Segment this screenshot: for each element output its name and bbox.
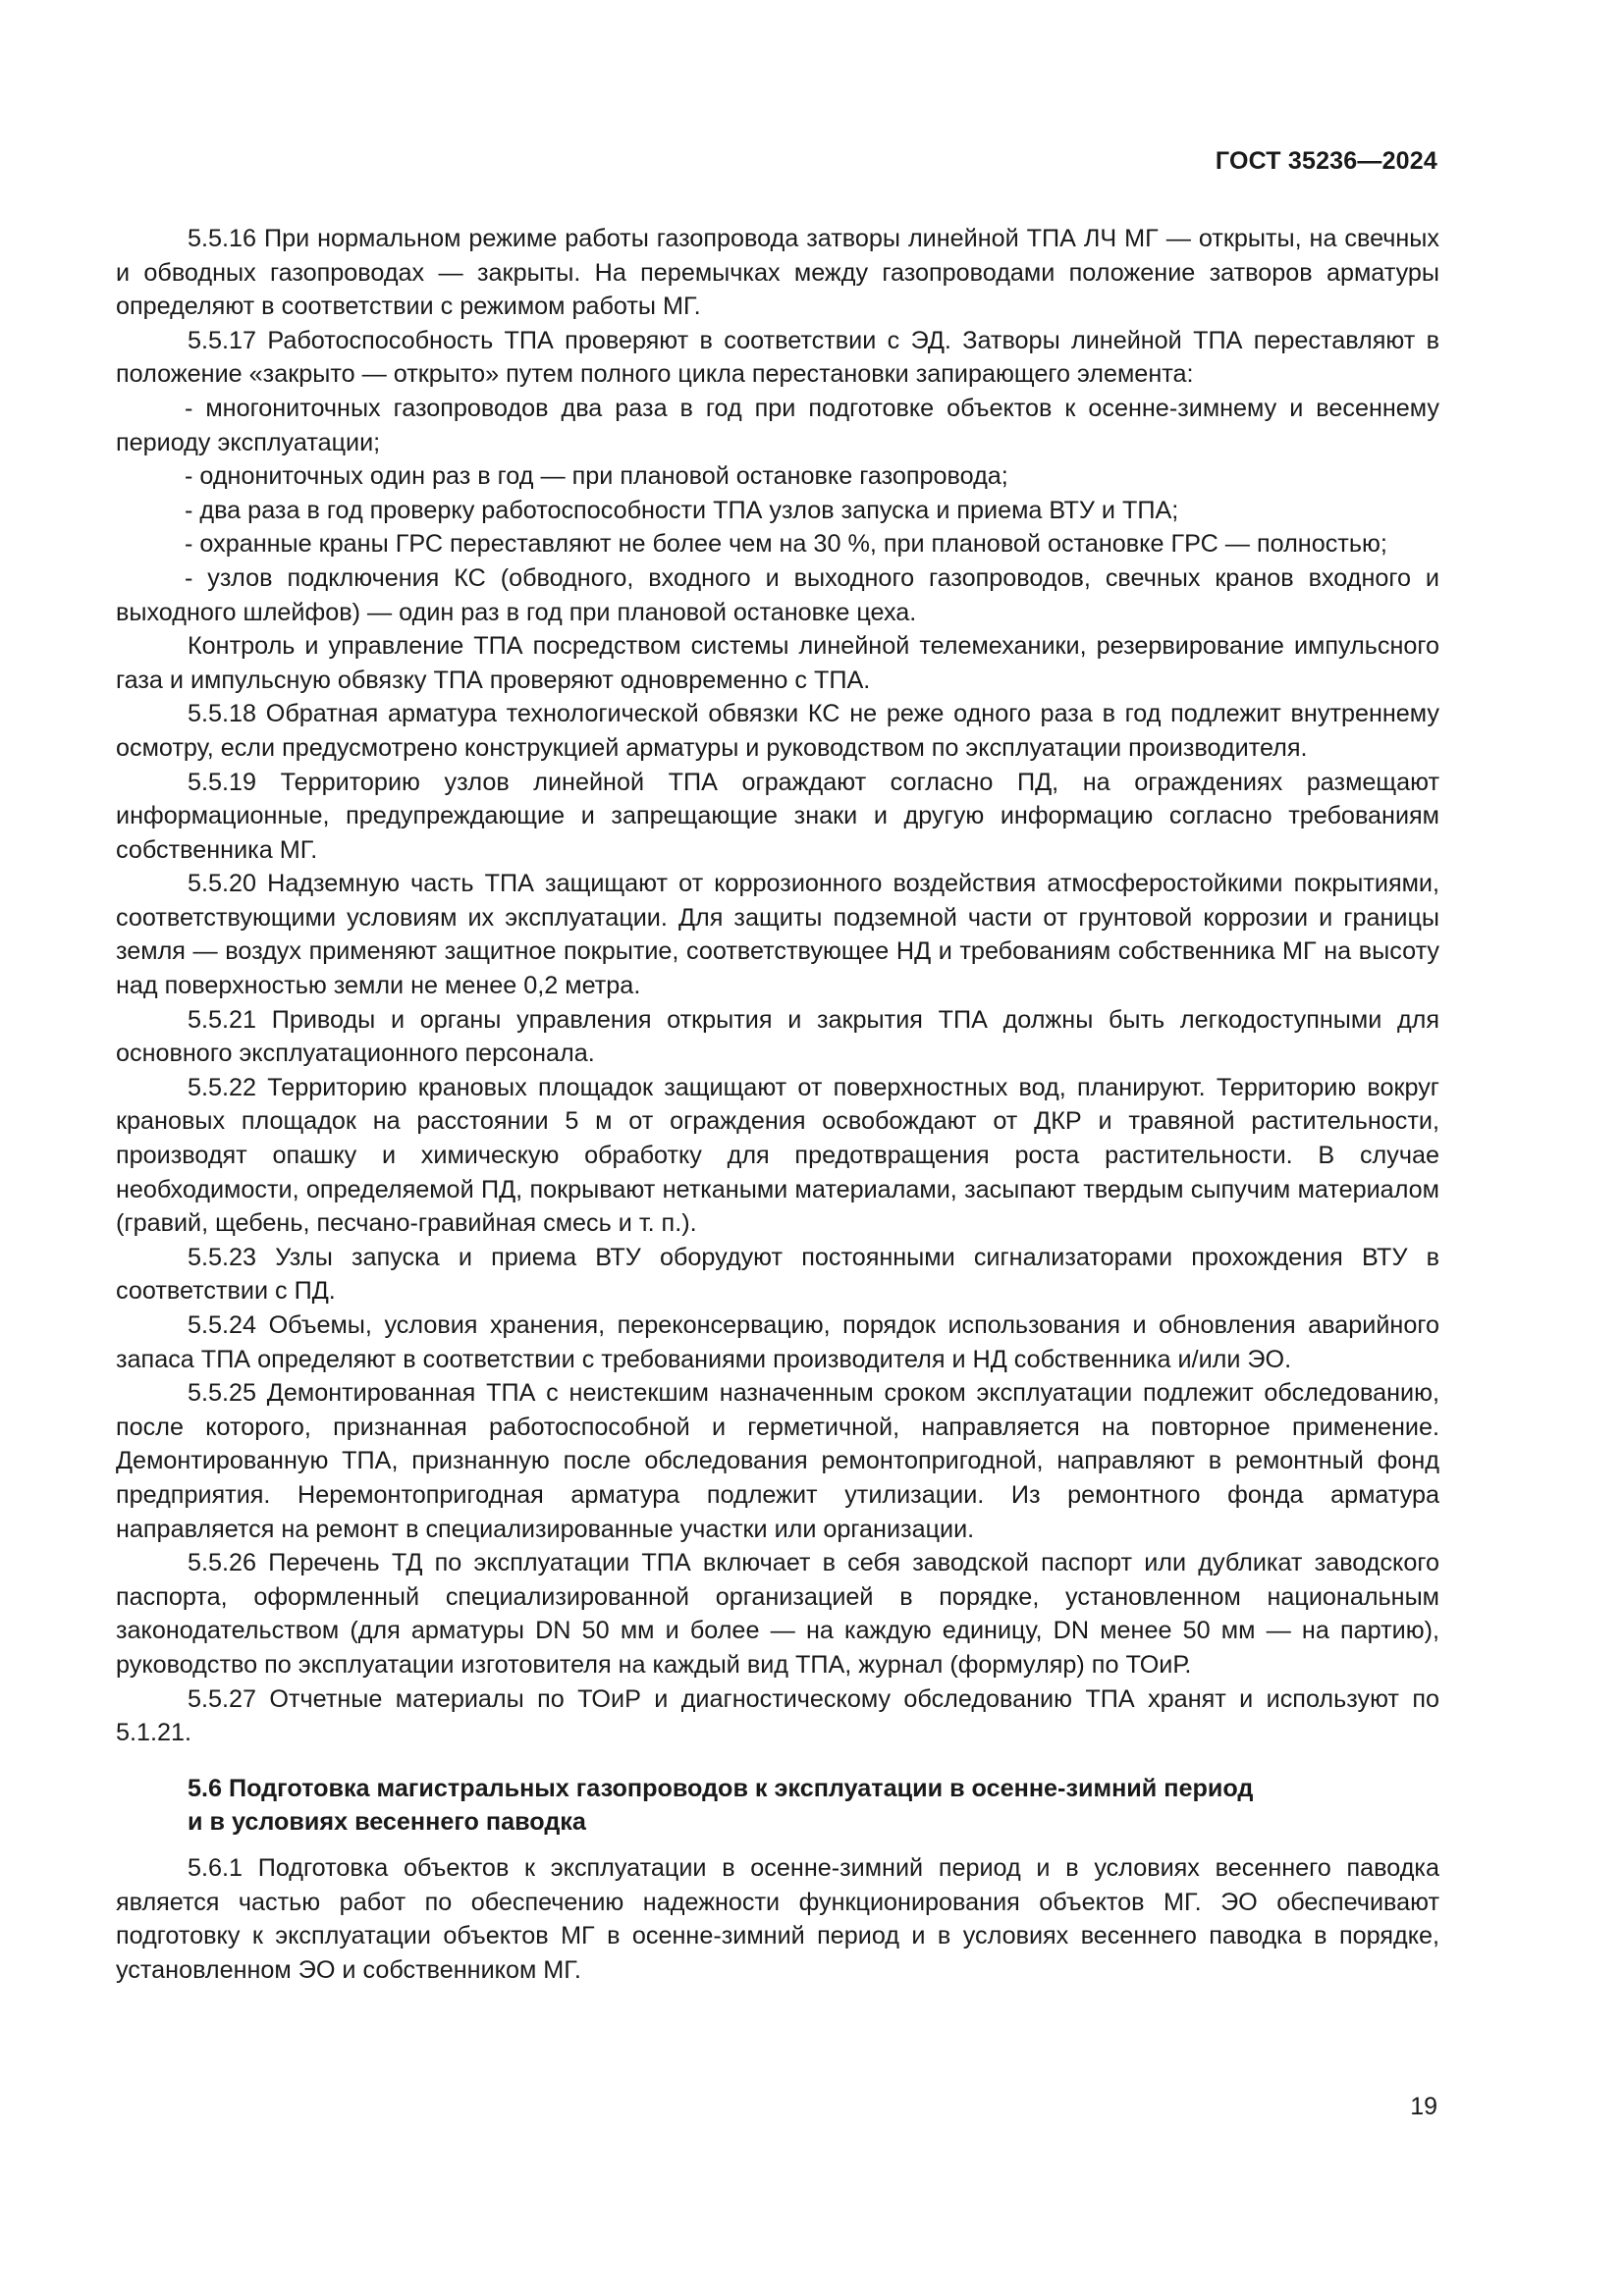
paragraph-5-5-19: 5.5.19 Территорию узлов линейной ТПА ограждают согласно ПД, на ограждениях размещают информационные, предупреждающие и запрещающие знаки и другую информацию согласно требованиям собственника МГ. bbox=[116, 768, 1439, 864]
paragraph-control: Контроль и управление ТПА посредством системы линейной телемеханики, резервирование импульсного газа и импульсную обвязку ТПА проверяют одновременно с ТПА. bbox=[116, 632, 1439, 694]
paragraph-5-6-1: 5.6.1 Подготовка объектов к эксплуатации в осенне-зимний период и в условиях весеннего паводка является частью работ по обеспечению надежности функционирования объектов МГ. ЭО обеспечивают подготовку к эксплуатации объектов МГ в осенне-зимний период и в условиях весеннего паводка в порядке, установленном ЭО и собственником МГ. bbox=[116, 1853, 1439, 1984]
section-heading-5-6 bbox=[188, 1772, 1439, 1840]
standard-header: ГОСТ 35236—2024 bbox=[1215, 147, 1437, 175]
paragraph-5-5-16: 5.5.16 При нормальном режиме работы газопровода затворы линейной ТПА ЛЧ МГ — открыты, на свечных и обводных газопроводах — закрыты. На перемычках между газопроводами положение затворов арматуры определяют в соответствии с режимом работы МГ. bbox=[116, 225, 1439, 321]
paragraph-5-5-21: 5.5.21 Приводы и органы управления открытия и закрытия ТПА должны быть легкодоступными для основного эксплуатационного персонала. bbox=[116, 1005, 1439, 1068]
paragraph-5-5-18: 5.5.18 Обратная арматура технологической обвязки КС не реже одного раза в год подлежит внутреннему осмотру, если предусмотрено конструкцией арматуры и руководством по эксплуатации производителя. bbox=[116, 700, 1439, 762]
paragraph-5-5-26: 5.5.26 Перечень ТД по эксплуатации ТПА включает в себя заводской паспорт или дубликат заводского паспорта, оформленный специализированной организацией в порядке, установленном национальным законодательством (для арматуры DN 50 мм и более — на каждую единицу, DN менее 50 мм — на партию), руководство по эксплуатации изготовителя на каждый вид ТПА, журнал (формуляр) по ТОиР. bbox=[116, 1549, 1439, 1679]
paragraph-5-5-22: 5.5.22 Территорию крановых площадок защищают от поверхностных вод, планируют. Территорию вокруг крановых площадок на расстоянии 5 м от ограждения освобождают от ДКР и травяной растительности, производят опашку и химическую обработку для предотвращения роста растительности. В случае необходимости, определяемой ПД, покрывают неткаными материалами, засыпают твердым сыпучим материалом (гравий, щебень, песчано-гравийная смесь и т. п.). bbox=[116, 1073, 1439, 1238]
paragraph-5-5-17: 5.5.17 Работоспособность ТПА проверяют в соответствии с ЭД. Затворы линейной ТПА переставляют в положение «закрыто — открыто» путем полного цикла перестановки запирающего элемента: bbox=[116, 326, 1439, 389]
paragraph-5-5-24: 5.5.24 Объемы, условия хранения, переконсервацию, порядок использования и обновления аварийного запаса ТПА определяют в соответствии с требованиями производителя и НД собственника и/или ЭО. bbox=[116, 1311, 1439, 1373]
list-item: - многониточных газопроводов два раза в год при подготовке объектов к осенне-зимнему и весеннему периоду эксплуатации; bbox=[116, 394, 1439, 456]
list-item: - охранные краны ГРС переставляют не более чем на 30 %, при плановой остановке ГРС — полностью; bbox=[185, 530, 1387, 559]
list-item: - два раза в год проверку работоспособности ТПА узлов запуска и приема ВТУ и ТПА; bbox=[185, 496, 1179, 524]
paragraph-5-5-20: 5.5.20 Надземную часть ТПА защищают от коррозионного воздействия атмосферостойкими покрытиями, соответствующими условиям их эксплуатации. Для защиты подземной части от грунтовой коррозии и границы земля — воздух применяют защитное покрытие, соответствующее НД и требованиям собственника МГ на высоту над поверхностью земли не менее 0,2 метра. bbox=[116, 870, 1439, 1000]
section-heading-line: и в условиях весеннего паводка bbox=[188, 1808, 586, 1837]
list-item: - однониточных один раз в год — при плановой остановке газопровода; bbox=[185, 462, 1008, 491]
paragraph-5-5-27: 5.5.27 Отчетные материалы по ТОиР и диагностическому обследованию ТПА хранят и используют по 5.1.21. bbox=[116, 1684, 1439, 1747]
paragraph-5-5-23: 5.5.23 Узлы запуска и приема ВТУ оборудуют постоянными сигнализаторами прохождения ВТУ в соответствии с ПД. bbox=[116, 1243, 1439, 1306]
paragraph-5-5-25: 5.5.25 Демонтированная ТПА с неистекшим назначенным сроком эксплуатации подлежит обследованию, после которого, признанная работоспособной и герметичной, направляется на повторное применение. Демонтированную ТПА, признанную после обследования ремонтопригодной, направляют в ремонтный фонд предприятия. Неремонтопригодная арматура подлежит утилизации. Из ремонтного фонда арматура направляется на ремонт в специализированные участки или организации. bbox=[116, 1379, 1439, 1543]
section-heading-line: 5.6 Подготовка магистральных газопроводов к эксплуатации в осенне-зимний период bbox=[188, 1774, 1254, 1802]
document-body bbox=[116, 222, 1439, 1987]
page-number: 19 bbox=[1410, 2093, 1437, 2120]
list-item: - узлов подключения КС (обводного, входного и выходного газопроводов, свечных кранов входного и выходного шлейфов) — один раз в год при плановой остановке цеха. bbox=[116, 563, 1439, 626]
